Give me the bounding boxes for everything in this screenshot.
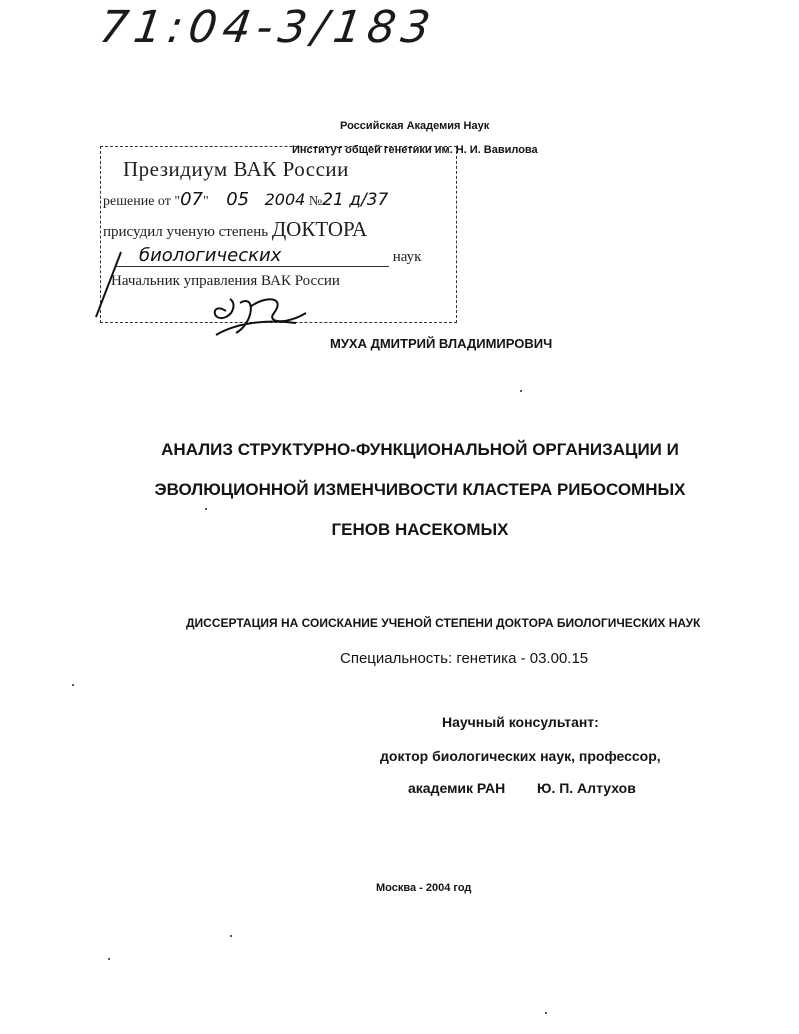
stamp-decision-day: 07 [180,189,203,210]
title-line-3: ГЕНОВ НАСЕКОМЫХ [331,520,509,539]
consultant-degree: доктор биологических наук, профессор, [380,748,661,764]
consultant-name: Ю. П. Алтухов [537,780,636,796]
author-name: МУХА ДМИТРИЙ ВЛАДИМИРОВИЧ [330,336,553,351]
scan-speck [205,508,207,510]
scan-speck [520,390,522,392]
academy-name: Российская Академия Наук [340,120,490,132]
stamp-science-handwritten: биологических [115,245,389,267]
institute-name: Институт общей генетики им. Н. И. Вавилова [292,144,538,156]
stamp-official: Начальник управления ВАК России [111,273,340,289]
stamp-title: Президиум ВАК России [123,157,349,181]
stamp-decision-year: 2004 [264,190,306,209]
scan-speck [72,684,74,686]
footer-city-year: Москва - 2004 год [376,882,472,894]
specialty: Специальность: генетика - 03.00.15 [340,650,589,667]
stamp-decision-line: решение от "07" 05 2004 №21 д/37 [103,189,389,210]
stamp-science-suffix: наук [392,249,422,265]
stamp-awarded-text: присудил ученую степень [103,224,269,240]
scan-speck [230,935,232,937]
stamp-decision-month: 05 [226,189,250,210]
vak-stamp [100,146,457,323]
scan-speck [108,958,110,960]
stamp-degree: ДОКТОРА [271,217,368,241]
handwritten-archive-code: 71:04-3/183 [96,2,440,53]
scan-speck [545,1012,547,1014]
stamp-signature [196,283,326,345]
stamp-science-line [115,245,421,267]
stamp-slash-mark [91,247,131,327]
consultant-rank: академик РАН [408,780,506,796]
stamp-decision-number: 21 д/37 [322,190,389,210]
title-line-1: АНАЛИЗ СТРУКТУРНО-ФУНКЦИОНАЛЬНОЙ ОРГАНИЗАЦИИ И [161,440,679,459]
consultant-label: Научный консультант: [442,714,599,730]
stamp-awarded-line [103,217,367,242]
title-line-2: ЭВОЛЮЦИОННОЙ ИЗМЕНЧИВОСТИ КЛАСТЕРА РИБОСОМНЫХ [154,480,686,499]
dissertation-type: ДИССЕРТАЦИЯ НА СОИСКАНИЕ УЧЕНОЙ СТЕПЕНИ ДОКТОРА БИОЛОГИЧЕСКИХ НАУК [186,616,701,630]
dissertation-title [0,430,799,550]
stamp-decision-prefix: решение от [103,194,171,209]
